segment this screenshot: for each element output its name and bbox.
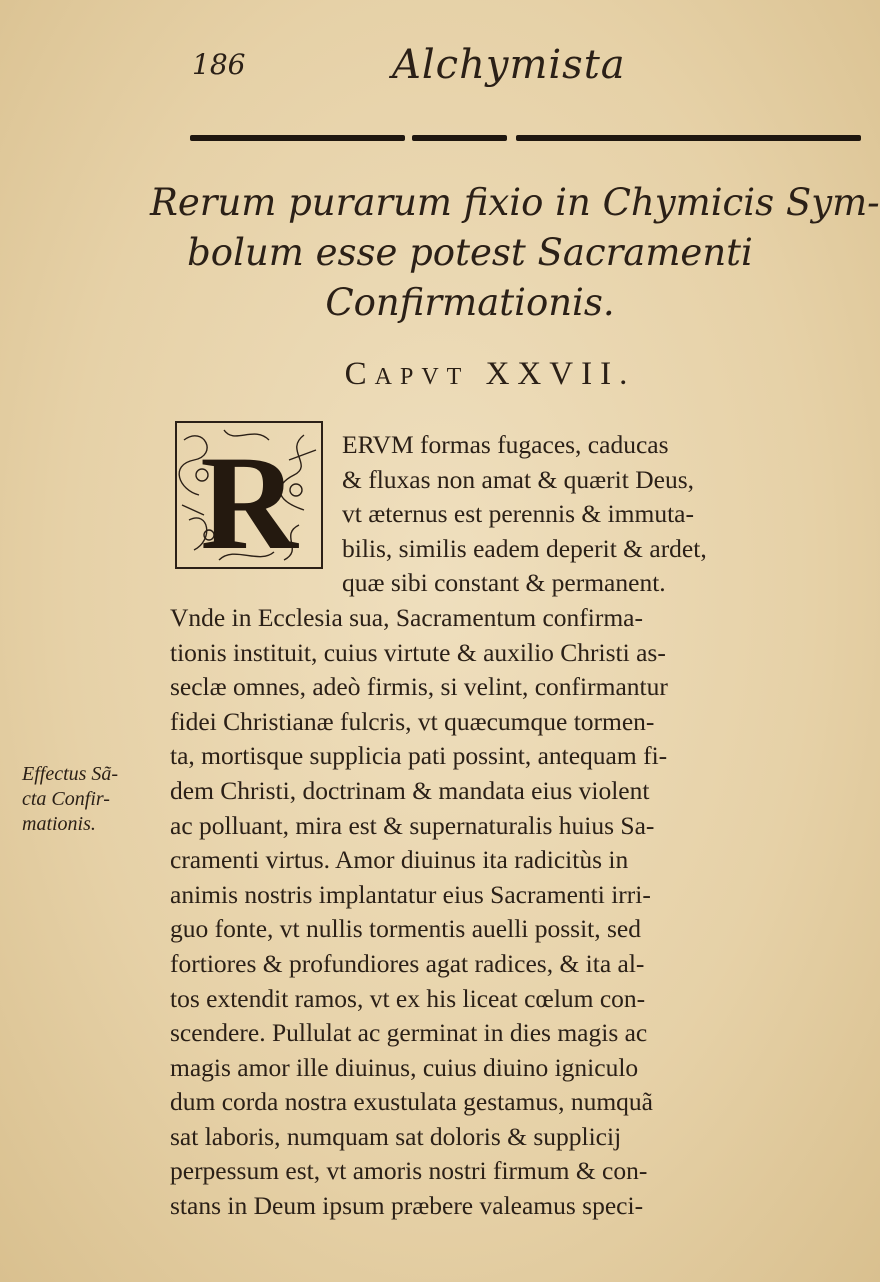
body-text <box>170 428 770 1224</box>
chapter-title-line: Confirmationis. <box>325 281 615 324</box>
running-head: Alchymista <box>392 42 626 88</box>
text-line: cramenti virtus. Amor diuinus ita radicitùs in <box>170 845 629 875</box>
text-line: ERVM formas fugaces, caducas <box>342 430 669 459</box>
rule-segment <box>516 135 861 141</box>
chapter-heading-rest: APVT <box>374 364 470 390</box>
text-line: sat laboris, numquam sat doloris & supplicij <box>170 1121 622 1151</box>
text-line: ac polluant, mira est & supernaturalis huius Sa- <box>170 810 655 840</box>
text-line: animis nostris implantatur eius Sacramenti irri- <box>170 879 651 909</box>
text-line: ta, mortisque supplicia pati possint, antequam fi- <box>170 741 668 771</box>
text-line: seclæ omnes, adeò firmis, si velint, confirmantur <box>170 672 668 702</box>
text-line: & fluxas non amat & quærit Deus, <box>342 464 694 494</box>
text-line: scendere. Pullulat ac germinat in dies magis ac <box>170 1018 648 1048</box>
text-line: magis amor ille diuinus, cuius diuino igniculo <box>170 1052 639 1082</box>
text-line: Vnde in Ecclesia sua, Sacramentum confirma- <box>170 602 643 632</box>
text-line: fidei Christianæ fulcris, vt quæcumque tormen- <box>170 706 655 736</box>
rule-segment <box>412 135 507 141</box>
text-line: tionis instituit, cuius virtute & auxilio Christi as- <box>170 637 666 667</box>
text-line: fortiores & profundiores agat radices, & ita al- <box>170 948 645 978</box>
rule-segment <box>190 135 405 141</box>
chapter-title-line: Rerum purarum fixio in Chymicis Sym- <box>150 181 880 224</box>
page-number: 186 <box>192 48 246 81</box>
text-line: quæ sibi constant & permanent. <box>342 568 666 598</box>
text-line: guo fonte, vt nullis tormentis auelli possit, sed <box>170 914 642 944</box>
text-line: vt æternus est perennis & immuta- <box>342 499 694 529</box>
text-line: tos extendit ramos, vt ex his liceat cœlum con- <box>170 983 646 1013</box>
chapter-heading <box>190 356 790 393</box>
text-line: bilis, similis eadem deperit & ardet, <box>342 533 707 563</box>
text-line: dum corda nostra exustulata gestamus, numquã <box>170 1087 653 1117</box>
text-line: stans in Deum ipsum præbere valeamus speci- <box>170 1191 644 1221</box>
text-line: dem Christi, doctrinam & mandata eius violent <box>170 775 650 805</box>
chapter-title-line: bolum esse potest Sacramenti <box>187 231 753 274</box>
chapter-number: XXVII. <box>485 356 636 392</box>
margin-note-line: Effectus Sã- <box>22 763 119 785</box>
margin-note <box>22 762 172 837</box>
initial-letter: R <box>200 429 298 578</box>
chapter-title <box>150 178 880 328</box>
text-line: perpessum est, vt amoris nostri firmum & con- <box>170 1156 648 1186</box>
margin-note-line: cta Confir- <box>22 788 110 810</box>
margin-note-line: mationis. <box>22 813 96 835</box>
page-header <box>0 38 800 98</box>
header-rule <box>190 135 765 141</box>
chapter-heading-first: C <box>344 356 375 392</box>
